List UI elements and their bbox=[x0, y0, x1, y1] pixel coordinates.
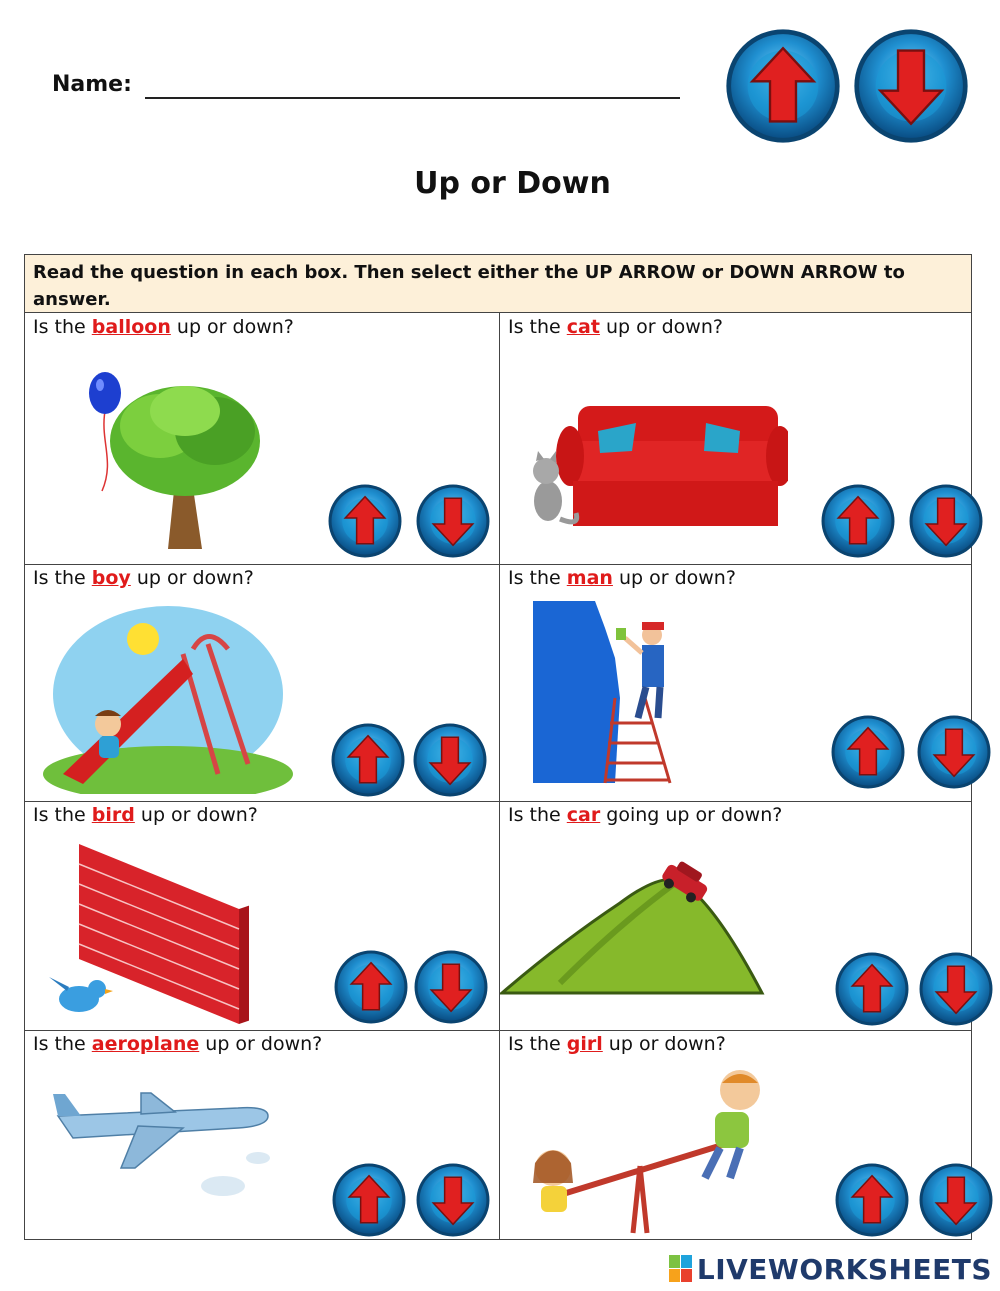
up-arrow-button[interactable] bbox=[327, 483, 403, 559]
question-cell-aeroplane bbox=[25, 1030, 499, 1241]
up-arrow-button[interactable] bbox=[820, 483, 896, 559]
down-arrow-button[interactable] bbox=[412, 722, 488, 798]
down-arrow-button[interactable] bbox=[918, 1162, 994, 1238]
question-text: Is the girl up or down? bbox=[508, 1033, 726, 1055]
name-label: Name: bbox=[52, 72, 132, 97]
sofa-cat-picture bbox=[528, 401, 788, 531]
question-cell-boy bbox=[25, 564, 499, 801]
down-arrow-button[interactable] bbox=[916, 714, 992, 790]
instructions: Read the question in each box. Then select either the UP ARROW or DOWN ARROW to answer. bbox=[25, 255, 971, 313]
page-title: Up or Down bbox=[414, 166, 611, 201]
liveworksheets-icon bbox=[669, 1255, 693, 1283]
up-arrow-button[interactable] bbox=[330, 722, 406, 798]
question-text: Is the aeroplane up or down? bbox=[33, 1033, 323, 1055]
slide-boy-picture bbox=[43, 604, 298, 794]
up-arrow-button[interactable] bbox=[834, 951, 910, 1027]
question-text: Is the balloon up or down? bbox=[33, 316, 294, 338]
up-arrow-button[interactable] bbox=[834, 1162, 910, 1238]
question-cell-balloon bbox=[25, 313, 499, 564]
question-text: Is the bird up or down? bbox=[33, 804, 258, 826]
worksheet-table bbox=[24, 254, 972, 1240]
question-cell-man bbox=[500, 564, 973, 801]
up-arrow-button[interactable] bbox=[830, 714, 906, 790]
question-cell-car bbox=[500, 801, 973, 1030]
seesaw-girl-picture bbox=[515, 1068, 775, 1238]
ladder-man-picture bbox=[530, 598, 720, 788]
aeroplane-picture bbox=[53, 1088, 283, 1208]
question-cell-cat bbox=[500, 313, 973, 564]
liveworksheets-logo: LIVEWORKSHEETS bbox=[669, 1253, 992, 1286]
name-field[interactable] bbox=[145, 97, 680, 99]
down-arrow-button[interactable] bbox=[908, 483, 984, 559]
header-down-arrow-icon bbox=[852, 27, 970, 145]
down-arrow-button[interactable] bbox=[918, 951, 994, 1027]
down-arrow-button[interactable] bbox=[415, 483, 491, 559]
down-arrow-button[interactable] bbox=[413, 949, 489, 1025]
header-up-arrow-icon bbox=[724, 27, 842, 145]
question-cell-bird bbox=[25, 801, 499, 1030]
question-text: Is the cat up or down? bbox=[508, 316, 723, 338]
question-text: Is the boy up or down? bbox=[33, 567, 254, 589]
question-cell-girl bbox=[500, 1030, 973, 1241]
up-arrow-button[interactable] bbox=[333, 949, 409, 1025]
down-arrow-button[interactable] bbox=[415, 1162, 491, 1238]
question-text: Is the car going up or down? bbox=[508, 804, 783, 826]
question-text: Is the man up or down? bbox=[508, 567, 736, 589]
up-arrow-button[interactable] bbox=[331, 1162, 407, 1238]
hill-car-picture bbox=[500, 853, 770, 1003]
wall-bird-picture bbox=[39, 839, 249, 1029]
tree-balloon-picture bbox=[80, 371, 280, 556]
